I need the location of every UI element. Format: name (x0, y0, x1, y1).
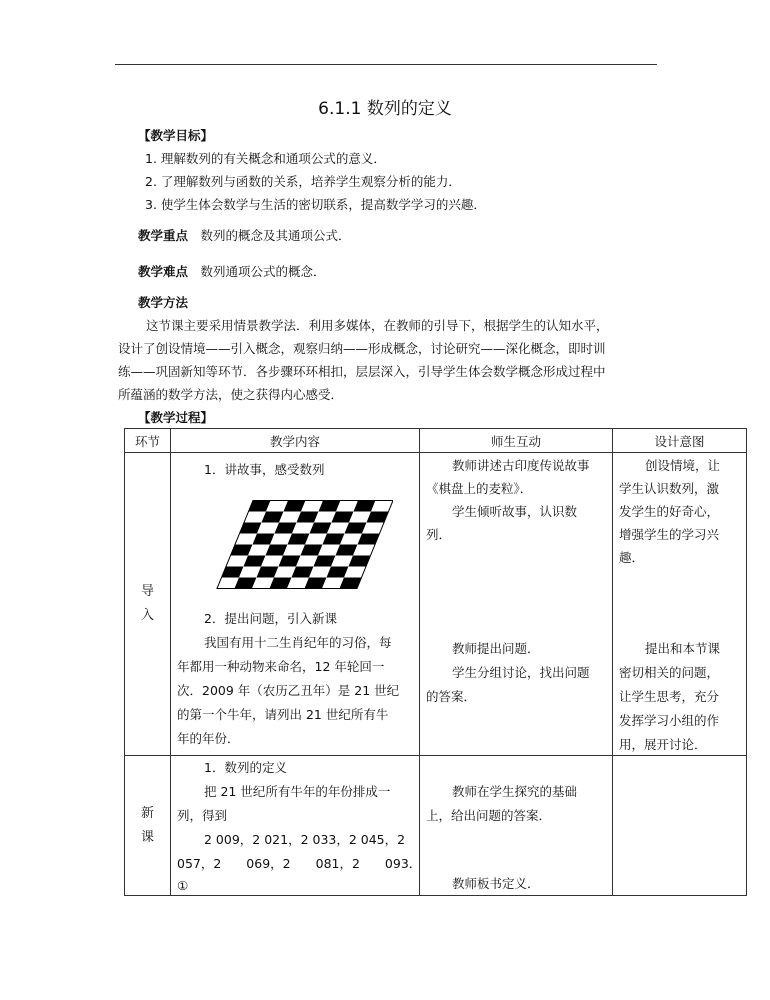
intent-line: 发学生的好奇心， (619, 504, 720, 519)
content-line: 057，2 069，2 081，2 093． (177, 856, 422, 871)
content-line: 2 009，2 021，2 033，2 045，2 (204, 832, 406, 847)
intent-line: 密切相关的问题， (619, 665, 720, 680)
interaction-line: 教师板书定义． (452, 876, 540, 891)
method-line: 这节课主要采用情景教学法．利用多媒体，在教师的引导下，根据学生的认知水平， (146, 318, 609, 333)
header-intent: 设计意图 (613, 429, 747, 453)
interaction-line: 教师在学生探究的基础 (452, 784, 578, 799)
interaction-line: 学生分组讨论，找出问题 (452, 665, 590, 680)
content-line: 把 21 世纪所有牛年的年份排成一 (204, 784, 391, 799)
content-line: 列，得到 (177, 808, 228, 823)
content-line: 次．2009 年（农历乙丑年）是 21 世纪 (177, 683, 400, 698)
intent-line: 学生认识数列，激 (619, 481, 720, 496)
difficulty-text: 数列通项公式的概念． (200, 264, 326, 279)
header-interaction: 师生互动 (420, 429, 613, 453)
interaction-line: 《棋盘上的麦粒》． (426, 481, 533, 496)
process-table (124, 428, 747, 896)
key-point-label: 教学重点 (138, 228, 189, 243)
stage-intro (125, 453, 171, 756)
chessboard-figure (215, 499, 393, 590)
intent-line: 让学生思考，充分 (619, 689, 720, 704)
stage-char: 导 (140, 584, 154, 599)
table-row (125, 453, 747, 756)
difficulty-label: 教学难点 (138, 264, 189, 279)
header-content: 教学内容 (171, 429, 420, 453)
content-cell (171, 756, 420, 896)
process-heading: 【教学过程】 (138, 410, 214, 425)
content-line: 1．讲故事，感受数列 (204, 462, 325, 477)
difficulty (138, 262, 326, 280)
interaction-line: 学生倾听故事，认识数 (452, 504, 578, 519)
method-line: 练——巩固新知等环节．各步骤环环相扣，层层深入，引导学生体会数学概念形成过程中 (118, 364, 606, 379)
table-row (125, 756, 747, 896)
content-line: 年的年份． (177, 731, 240, 746)
method-label: 教学方法 (138, 295, 189, 310)
table-header-row (125, 429, 747, 453)
stage-char: 新 (140, 805, 154, 821)
intent-cell (613, 756, 747, 896)
interaction-line: 教师提出问题． (452, 641, 540, 656)
key-point-text: 数列的概念及其通项公式． (200, 228, 351, 243)
goals-heading: 【教学目标】 (138, 128, 214, 143)
content-line: 我国有用十二生肖纪年的习俗，每 (204, 635, 392, 650)
header-stage: 环节 (125, 429, 171, 453)
goal-item: 1. 理解数列的有关概念和通项公式的意义． (145, 151, 386, 166)
content-cell (171, 453, 420, 756)
method-line: 所蕴涵的数学方法，使之获得内心感受． (118, 387, 344, 402)
header-rule (115, 64, 657, 65)
intent-line: 趣． (619, 550, 645, 565)
interaction-line: 上，给出问题的答案． (426, 808, 552, 823)
intent-line: 用，展开讨论． (619, 737, 707, 752)
page-title: 6.1.1 数列的定义 (318, 99, 452, 119)
interaction-cell (420, 453, 613, 756)
intent-line: 发挥学习小组的作 (619, 713, 720, 728)
stage-char: 入 (140, 608, 154, 623)
content-line: 1．数列的定义 (204, 760, 287, 775)
method-line: 设计了创设情境——引入概念，观察归纳——形成概念，讨论研究——深化概念，即时训 (118, 341, 606, 356)
interaction-cell (420, 756, 613, 896)
interaction-line: 教师讲述古印度传说故事 (452, 458, 590, 473)
content-line: 2．提出问题，引入新课 (204, 611, 337, 626)
content-line: ① (177, 878, 189, 893)
goal-item: 2. 了理解数列与函数的关系，培养学生观察分析的能力． (145, 174, 461, 189)
interaction-line: 的答案． (426, 689, 477, 704)
intent-line: 创设情境，让 (645, 458, 721, 473)
interaction-line: 列． (426, 527, 452, 542)
intent-line: 增强学生的学习兴 (619, 527, 720, 542)
goal-item: 3. 使学生体会数学与生活的密切联系，提高数学学习的兴趣． (145, 197, 486, 212)
intent-cell (613, 453, 747, 756)
intent-line: 提出和本节课 (645, 641, 721, 656)
stage-char: 课 (140, 829, 154, 845)
stage-new-lesson (125, 756, 171, 896)
content-line: 年都用一种动物来命名，12 年轮回一 (177, 659, 385, 674)
content-line: 的第一个牛年，请列出 21 世纪所有牛 (177, 707, 389, 722)
key-point (138, 226, 351, 244)
